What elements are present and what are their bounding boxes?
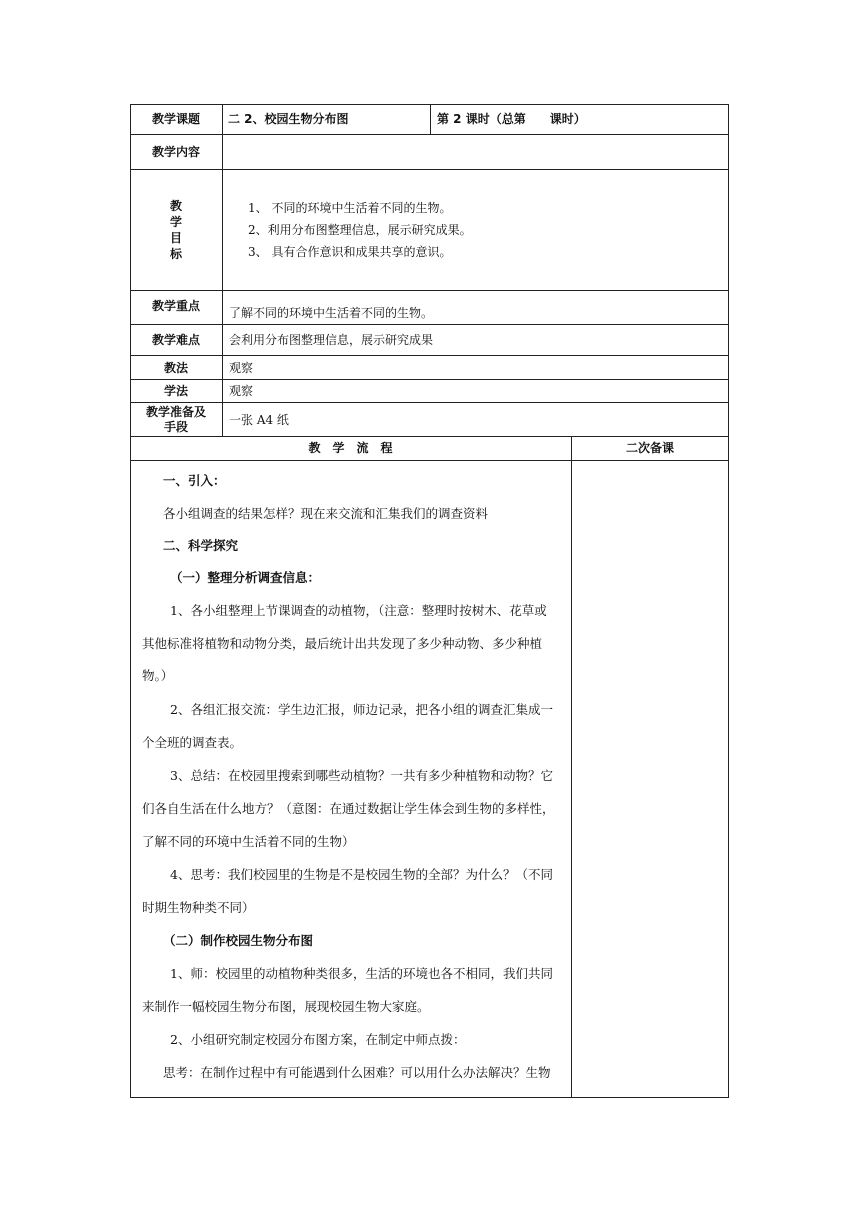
flow-paragraph: 2、各组汇报交流：学生边汇报，师边记录，把各小组的调查汇集成一 bbox=[170, 702, 553, 717]
flow-paragraph: 个全班的调查表。 bbox=[142, 735, 243, 750]
goals-label-char: 教 bbox=[169, 199, 182, 213]
flow-paragraph: 其他标准将植物和动物分类，最后统计出共发现了多少种动物、多少种植 bbox=[142, 636, 543, 651]
topic-value: 二 2、校园生物分布图 bbox=[228, 112, 349, 126]
row-divider bbox=[130, 355, 729, 356]
flow-paragraph: 来制作一幅校园生物分布图，展现校园生物大家庭。 bbox=[142, 999, 430, 1014]
flow-paragraph: 1、各小组整理上节课调查的动植物，（注意：整理时按树木、花草或 bbox=[170, 603, 547, 618]
flow-section-heading: 一、引入： bbox=[163, 473, 226, 488]
study-method-label: 学法 bbox=[163, 384, 188, 398]
flow-paragraph: 4、思考：我们校园里的生物是不是校园生物的全部？为什么？（不同 bbox=[170, 867, 553, 882]
teaching-method-value: 观察 bbox=[229, 361, 254, 375]
flow-subsection-heading: （二）制作校园生物分布图 bbox=[163, 933, 314, 948]
goals-label-char: 目 bbox=[169, 231, 182, 245]
flow-paragraph: 了解不同的环境中生活着不同的生物） bbox=[142, 834, 355, 849]
preparation-value: 一张 A4 纸 bbox=[229, 413, 289, 427]
content-label: 教学内容 bbox=[151, 145, 200, 159]
row-divider bbox=[130, 134, 729, 135]
key-point-value: 了解不同的环境中生活着不同的生物。 bbox=[229, 306, 434, 320]
column-divider bbox=[430, 104, 431, 134]
difficulty-value: 会利用分布图整理信息，展示研究成果 bbox=[229, 333, 434, 347]
study-method-value: 观察 bbox=[229, 384, 254, 398]
row-divider bbox=[130, 290, 729, 291]
preparation-label: 手段 bbox=[163, 420, 188, 434]
goals-label-char: 标 bbox=[169, 247, 182, 261]
second-prep-area bbox=[572, 461, 728, 1097]
difficulty-label: 教学难点 bbox=[151, 333, 200, 347]
flow-paragraph: 3、总结：在校园里搜索到哪些动植物？一共有多少种植物和动物？它 bbox=[170, 768, 553, 783]
row-divider bbox=[130, 436, 729, 437]
row-divider bbox=[130, 402, 729, 403]
topic-label: 教学课题 bbox=[151, 112, 200, 126]
flow-paragraph: 思考：在制作过程中有可能遇到什么困难？可以用什么办法解决？生物 bbox=[163, 1065, 551, 1080]
teaching-method-label: 教法 bbox=[163, 361, 188, 375]
row-divider bbox=[130, 324, 729, 325]
flow-paragraph: 1、师：校园里的动植物种类很多，生活的环境也各不相同，我们共同 bbox=[170, 966, 553, 981]
second-prep-header: 二次备课 bbox=[625, 441, 674, 455]
goal-item: 1、 不同的环境中生活着不同的生物。 bbox=[248, 201, 452, 215]
period-text: 第 2 课时（总第 课时） bbox=[437, 112, 586, 126]
flow-paragraph: 时期生物种类不同） bbox=[142, 900, 255, 915]
row-divider bbox=[130, 379, 729, 380]
flow-section-heading: 二、科学探究 bbox=[163, 538, 239, 553]
flow-paragraph: 物。） bbox=[142, 668, 174, 683]
goal-item: 3、 具有合作意识和成果共享的意识。 bbox=[248, 245, 452, 259]
flow-subsection-heading: （一）整理分析调查信息： bbox=[170, 570, 321, 585]
teaching-flow-header: 教 学 流 程 bbox=[308, 441, 393, 455]
column-divider bbox=[222, 104, 223, 436]
preparation-label: 教学准备及 bbox=[145, 405, 206, 419]
goals-label-char: 学 bbox=[169, 215, 182, 229]
flow-paragraph: 们各自生活在什么地方？（意图：在通过数据让学生体会到生物的多样性， bbox=[142, 801, 555, 816]
flow-paragraph: 各小组调查的结果怎样？现在来交流和汇集我们的调查资料 bbox=[163, 506, 489, 521]
key-point-label: 教学重点 bbox=[151, 299, 200, 313]
goal-item: 2、利用分布图整理信息，展示研究成果。 bbox=[248, 223, 472, 237]
row-divider bbox=[130, 169, 729, 170]
flow-paragraph: 2、小组研究制定校园分布图方案，在制定中师点拨： bbox=[170, 1032, 466, 1047]
